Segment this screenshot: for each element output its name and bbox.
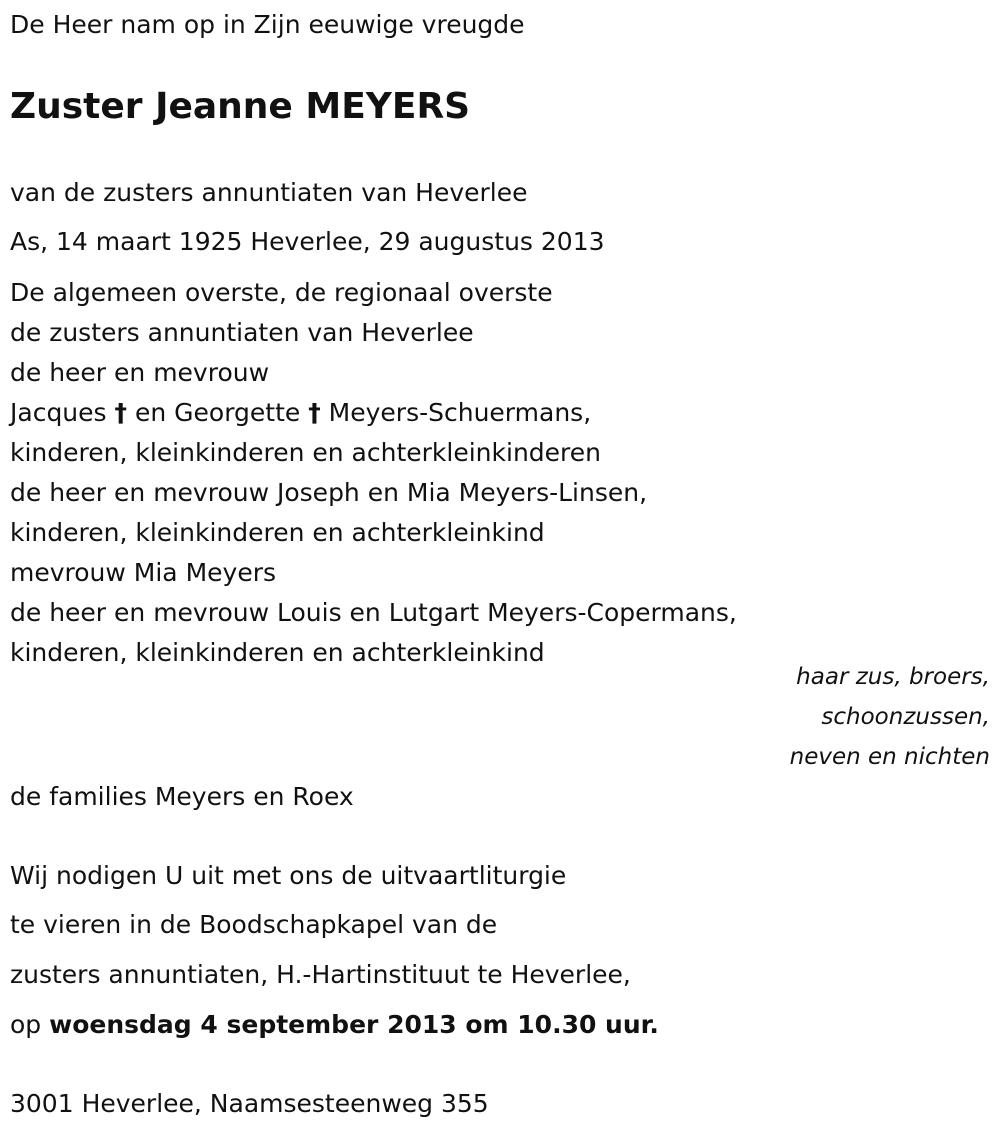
mourner-line-3: de heer en mevrouw: [10, 358, 270, 387]
mourner-line-6: de heer en mevrouw Joseph en Mia Meyers-Linsen,: [10, 478, 648, 507]
birth-death-dates: As, 14 maart 1925 Heverlee, 29 augustus 2013: [10, 227, 605, 256]
mourner-line-10: kinderen, kleinkinderen en achterkleinkind: [10, 638, 545, 667]
intro-text: De Heer nam op in Zijn eeuwige vreugde: [10, 10, 525, 39]
relation-line-2: schoonzussen,: [821, 704, 990, 730]
mourner-line-1: De algemeen overste, de regionaal overste: [10, 278, 553, 307]
mourner-line-2: de zusters annuntiaten van Heverlee: [10, 318, 474, 347]
families-text: de families Meyers en Roex: [10, 782, 354, 811]
mourner-name-georgette: en Georgette: [134, 398, 301, 427]
mourner-line-5: kinderen, kleinkinderen en achterkleinkinderen: [10, 438, 601, 467]
invitation-line-3: zusters annuntiaten, H.-Hartinstituut te Heverlee,: [10, 960, 631, 989]
cross-icon: †: [308, 398, 321, 427]
relation-line-1: haar zus, broers,: [796, 664, 990, 690]
mourner-line-8: mevrouw Mia Meyers: [10, 558, 277, 587]
funeral-date-time: woensdag 4 september 2013 om 10.30 uur.: [49, 1010, 659, 1039]
invitation-line-1: Wij nodigen U uit met ons de uitvaartliturgie: [10, 861, 567, 890]
relation-line-3: neven en nichten: [789, 744, 990, 770]
address-text: 3001 Heverlee, Naamsesteenweg 355: [10, 1089, 489, 1118]
invitation-line-2: te vieren in de Boodschapkapel van de: [10, 910, 498, 939]
mourner-name-jacques: Jacques: [10, 398, 107, 427]
mourner-line-9: de heer en mevrouw Louis en Lutgart Meyers-Copermans,: [10, 598, 737, 627]
mourner-line-4: [10, 398, 591, 428]
mourner-surname: Meyers-Schuermans,: [328, 398, 592, 427]
deceased-name: Zuster Jeanne MEYERS: [10, 86, 471, 127]
invitation-line-4: [10, 1010, 659, 1040]
mourner-line-7: kinderen, kleinkinderen en achterkleinkind: [10, 518, 545, 547]
cross-icon: †: [114, 398, 128, 427]
congregation-text: van de zusters annuntiaten van Heverlee: [10, 178, 528, 207]
invitation-prefix: op: [10, 1010, 42, 1039]
